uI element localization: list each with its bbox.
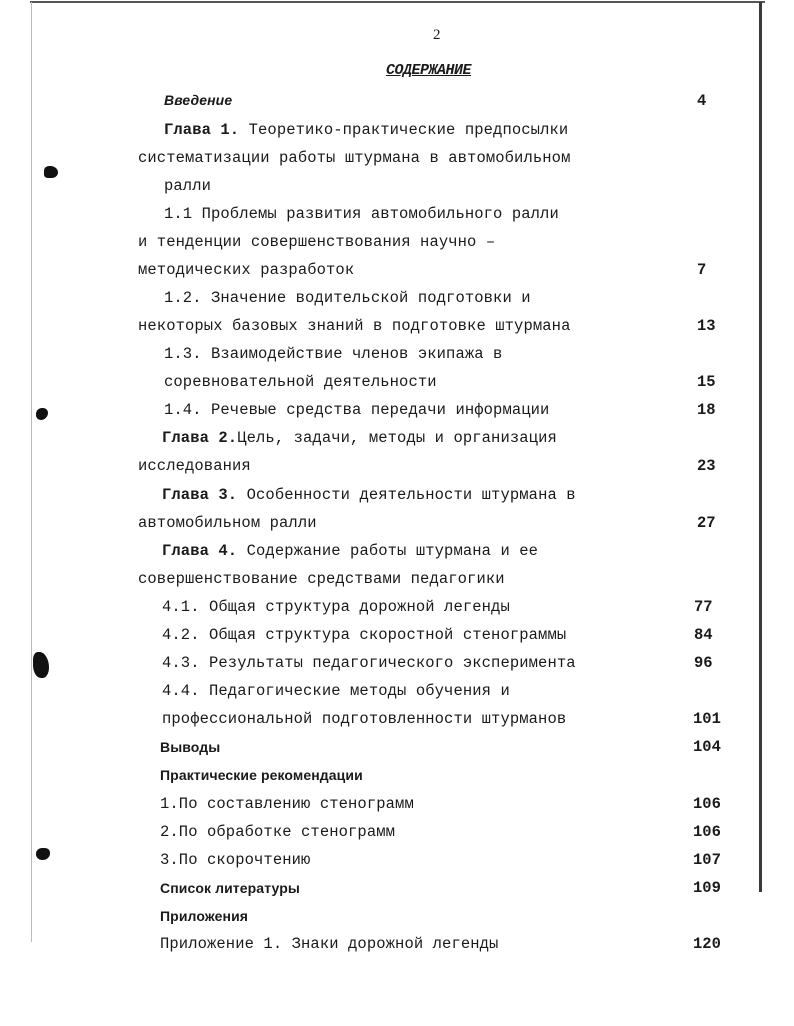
toc-entry-recommendations: Практические рекомендации	[160, 767, 363, 783]
toc-page-rec-3: 107	[693, 851, 721, 869]
chapter-title: Особенности деятельности штурмана в	[237, 486, 576, 504]
toc-page-appendix-1: 120	[693, 935, 721, 953]
toc-entry-ch2-line2: исследования	[138, 457, 251, 475]
toc-entry-4-2: 4.2. Общая структура скоростной стенограммы	[162, 626, 567, 644]
toc-page-rec-2: 106	[693, 823, 721, 841]
toc-page-4-2: 84	[694, 626, 713, 644]
toc-entry-1-2: 1.2. Значение водительской подготовки и	[164, 289, 531, 307]
toc-page-1-3: 15	[697, 373, 716, 391]
toc-entry-rec-3: 3.По скорочтению	[160, 851, 311, 869]
toc-entry-literature: Список литературы	[160, 880, 300, 896]
toc-entry-ch3	[162, 486, 576, 504]
chapter-title: Содержание работы штурмана и ее	[237, 542, 539, 560]
scan-border-left	[31, 2, 32, 942]
toc-entry-appendices: Приложения	[160, 908, 249, 924]
scan-blot	[44, 166, 58, 178]
toc-entry-ch2	[162, 429, 557, 447]
toc-page-1-2: 13	[697, 317, 716, 335]
scan-border-right	[759, 2, 762, 892]
toc-page-conclusions: 104	[693, 738, 721, 756]
toc-entry-4-1: 4.1. Общая структура дорожной легенды	[162, 598, 510, 616]
toc-entry-4-4-line2: профессиональной подготовленности штурманов	[162, 710, 567, 728]
chapter-label: Глава 1.	[164, 121, 240, 139]
toc-entry-1-2-line2: некоторых базовых знаний в подготовке штурмана	[138, 317, 571, 335]
chapter-label: Глава 3.	[162, 486, 238, 504]
toc-entry-appendix-1: Приложение 1. Знаки дорожной легенды	[160, 935, 499, 953]
toc-page-ch3: 27	[697, 514, 716, 532]
page-title: СОДЕРЖАНИЕ	[386, 62, 472, 79]
toc-entry-ch3-line2: автомобильном ралли	[138, 514, 317, 532]
toc-entry-ch4-line2: совершенствование средствами педагогики	[138, 570, 505, 588]
toc-entry-4-3: 4.3. Результаты педагогического эксперимента	[162, 654, 576, 672]
toc-page-intro: 4	[697, 92, 707, 110]
toc-page-rec-1: 106	[693, 795, 721, 813]
toc-entry-ch1-line2: систематизации работы штурмана в автомобильном	[138, 149, 571, 167]
toc-page-4-3: 96	[694, 654, 713, 672]
toc-page-1-4: 18	[697, 401, 716, 419]
scan-blot	[33, 652, 49, 678]
toc-page-4-1: 77	[694, 598, 713, 616]
toc-entry-1-3: 1.3. Взаимодействие членов экипажа в	[164, 345, 503, 363]
chapter-label: Глава 2.	[162, 429, 238, 447]
toc-entry-ch1	[164, 121, 568, 139]
scan-blot	[36, 848, 50, 860]
page-number: 2	[433, 27, 441, 43]
toc-page-literature: 109	[693, 879, 721, 897]
toc-entry-1-3-line2: соревновательной деятельности	[164, 373, 437, 391]
toc-entry-ch4	[162, 542, 538, 560]
toc-entry-conclusions: Выводы	[160, 739, 221, 755]
chapter-title: Теоретико-практические предпосылки	[239, 121, 569, 139]
scan-border-top	[30, 1, 765, 3]
toc-page-4-4: 101	[693, 710, 721, 728]
toc-entry-rec-1: 1.По составлению стенограмм	[160, 795, 414, 813]
chapter-label: Глава 4.	[162, 542, 238, 560]
toc-entry-rec-2: 2.По обработке стенограмм	[160, 823, 396, 841]
toc-entry-1-4: 1.4. Речевые средства передачи информации	[164, 401, 550, 419]
chapter-title: Цель, задачи, методы и организация	[237, 429, 557, 447]
toc-entry-1-1: 1.1 Проблемы развития автомобильного ралли	[164, 205, 559, 223]
toc-page-ch2: 23	[697, 457, 716, 475]
toc-page-1-1: 7	[697, 261, 707, 279]
toc-entry-ch1-line3: ралли	[164, 177, 212, 195]
toc-entry-intro: Введение	[164, 92, 233, 108]
scan-blot	[36, 408, 48, 420]
toc-entry-1-1-line2: и тенденции совершенствования научно –	[138, 233, 496, 251]
toc-entry-4-4: 4.4. Педагогические методы обучения и	[162, 682, 510, 700]
toc-entry-1-1-line3: методических разработок	[138, 261, 355, 279]
